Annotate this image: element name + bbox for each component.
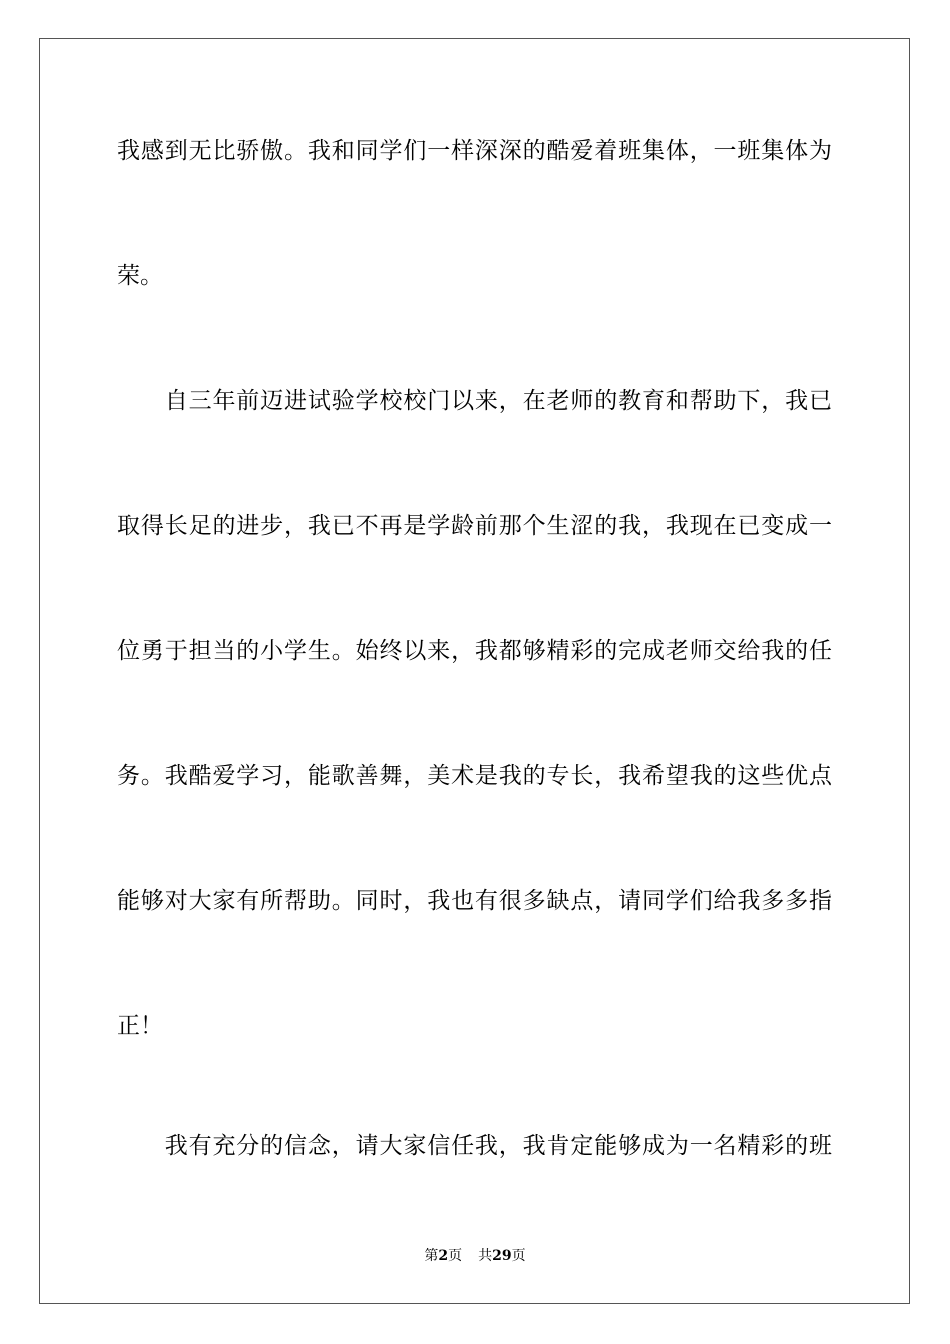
total-prefix: 共 xyxy=(478,1248,493,1264)
text-line-8: 正！ xyxy=(117,1013,163,1039)
text-line-6: 务。我酷爱学习，能歌善舞，美术是我的专长，我希望我的这些优点 xyxy=(117,763,832,789)
text-line-1: 我感到无比骄傲。我和同学们一样深深的酷爱着班集体，一班集体为 xyxy=(117,138,832,164)
text-line-7: 能够对大家有所帮助。同时，我也有很多缺点，请同学们给我多多指 xyxy=(117,888,832,914)
total-pages: 29 xyxy=(492,1248,512,1264)
text-line-9: 我有充分的信念，请大家信任我，我肯定能够成为一名精彩的班 xyxy=(117,1133,832,1159)
page-number: 2 xyxy=(438,1248,449,1264)
page-border xyxy=(39,38,910,1304)
text-line-3: 自三年前迈进试验学校校门以来，在老师的教育和帮助下，我已 xyxy=(117,388,832,414)
page-footer xyxy=(0,1247,950,1265)
text-line-2: 荣。 xyxy=(117,263,163,289)
text-line-4: 取得长足的进步，我已不再是学龄前那个生涩的我，我现在已变成一 xyxy=(117,513,832,539)
total-suffix: 页 xyxy=(511,1248,526,1264)
page-suffix: 页 xyxy=(448,1248,463,1264)
text-line-5: 位勇于担当的小学生。始终以来，我都够精彩的完成老师交给我的任 xyxy=(117,638,832,664)
page-prefix: 第 xyxy=(424,1248,439,1264)
